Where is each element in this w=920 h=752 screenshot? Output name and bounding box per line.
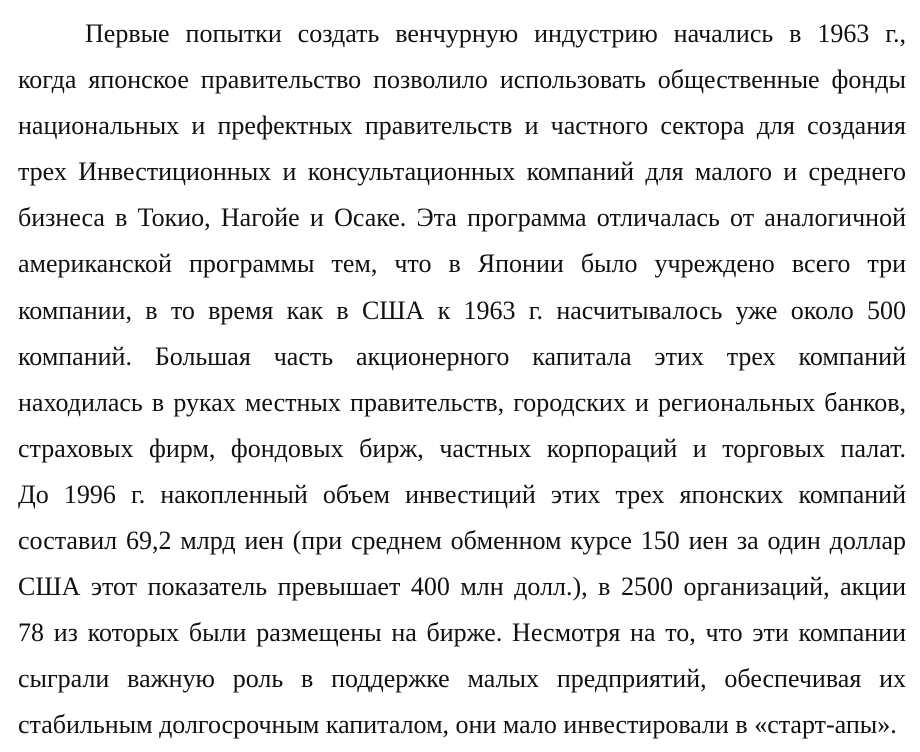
text-line: страховых фирм, фондовых бирж, частных корпораций и торговых палат. <box>18 433 906 463</box>
text-line: сыграли важную роль в поддержке малых предприятий, обеспечивая их <box>18 664 906 694</box>
text-line: бизнеса в Токио, Нагойе и Осаке. Эта программа отличалась от аналогичной <box>18 203 906 233</box>
text-line: 78 из которых были размещены на бирже. Несмотря на то, что эти компании <box>18 618 906 648</box>
text-line: Первые попытки создать венчурную индустрию начались в 1963 г., <box>85 19 906 48</box>
body-paragraph <box>18 14 906 752</box>
text-line: национальных и префектных правительств и частного сектора для создания <box>18 111 906 141</box>
text-line: стабильным долгосрочным капиталом, они мало инвестировали в «старт-апы». <box>18 710 897 740</box>
text-line: трех Инвестиционных и консультационных компаний для малого и среднего <box>18 157 906 187</box>
text-line: составил 69,2 млрд иен (при среднем обменном курсе 150 иен за один доллар <box>18 526 906 556</box>
text-line: компаний. Большая часть акционерного капитала этих трех компаний <box>18 341 906 371</box>
text-line: До 1996 г. накопленный объем инвестиций этих трех японских компаний <box>18 479 906 509</box>
text-line: когда японское правительство позволило использовать общественные фонды <box>18 65 906 95</box>
text-line: компании, в то время как в США к 1963 г. насчитывалось уже около 500 <box>18 295 906 325</box>
text-line: США этот показатель превышает 400 млн долл.), в 2500 организаций, акции <box>18 572 906 602</box>
text-line: находилась в руках местных правительств, городских и региональных банков, <box>18 387 906 417</box>
text-line: американской программы тем, что в Японии было учреждено всего три <box>18 249 906 279</box>
